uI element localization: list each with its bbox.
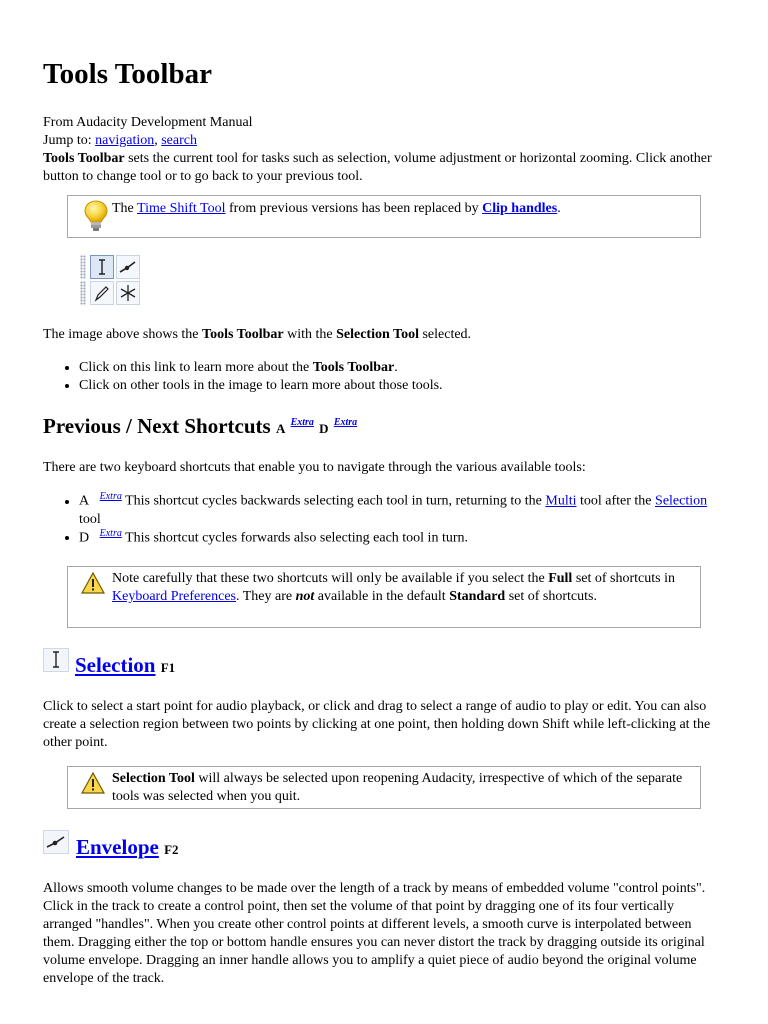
shortcut-key-d: D [319,421,329,436]
list-item: • D $^{Extra}$ This shortcut cycles forwards also selecting each tool in turn. [79,529,723,548]
shortcut-key-a: A [275,421,286,436]
search-link[interactable]: search [161,133,197,148]
multi-tool-icon [117,282,139,304]
selection-link[interactable]: Selection [655,493,708,509]
caption-bold-selection: Selection Tool [336,327,419,342]
warning-icon [81,772,105,800]
extra-link[interactable]: Extra [99,527,122,539]
keyboard-preferences-link[interactable]: Keyboard Preferences [112,589,236,604]
selection-heading [75,652,175,681]
envelope-tool-icon [44,831,68,853]
selection-heading-link[interactable]: Selection [75,653,156,677]
warning-icon [81,572,105,600]
envelope-body: Allows smooth volume changes to be made over the length of a track by means of embedded volume "control points". Click in the track to create a control point, then set the volume of that point by dragging one of its four vertically arranged "handles". When you create other control points at different levels, a smooth curve is interpolated between them. Dragging either the top or bottom handle ensures you can never distort the track by dragging outside its original volume envelope. Dragging an inner handle allows you to amplify a quiet piece of audio beyond the original volume envelope of the track. [43,881,706,986]
toolbar-grip [80,281,86,305]
page-title: Tools Toolbar [43,58,212,90]
tip-mid: from previous versions has been replaced by [229,201,479,216]
draw-tool-icon [91,282,113,304]
shortcuts-heading-text: Previous / Next Shortcuts [43,414,271,438]
tip-text [112,200,692,218]
selection-body: Click to select a start point for audio playback, or click and drag to select a range of audio to play or edit. You can also create a selection region between two points by clicking at one point, then holding down Shift while left-clicking at the other point. [43,699,711,750]
toolbar-grip [80,255,86,279]
jump-prefix: Jump to: [43,133,92,148]
intro-text: sets the current tool for tasks such as selection, volume adjustment or horizontal zooming. Click another button to change tool or to go back to your previous tool. [43,151,712,184]
list-item[interactable]: • Click on other tools in the image to learn more about those tools. [79,377,723,395]
selection-warning-text: Selection Tool will always be selected upon reopening Audacity, irrespective of which of the separate tools was selected when you quit. [112,771,683,804]
selection-tool-button[interactable] [90,255,114,279]
intro-bold: Tools Toolbar [43,151,125,166]
tools-toolbar-image [80,253,144,307]
caption-post: selected. [422,327,472,342]
extra-link[interactable]: Extra [99,491,122,502]
shortcut-key: A [79,493,90,509]
toolbar-caption [43,326,723,344]
tip-box [67,195,701,238]
jump-separator: , [154,133,158,148]
envelope-heading-link[interactable]: Envelope [76,835,159,859]
page-intro [43,114,723,186]
tip-post: . [557,201,561,216]
jump-line [43,132,723,150]
envelope-fkey: F2 [164,842,179,857]
envelope-tool-icon [117,256,139,278]
from-line: From Audacity Development Manual [43,115,253,130]
clip-handles-link[interactable]: Clip handles [482,201,558,216]
selection-section-icon[interactable] [43,648,69,672]
envelope-tool-button[interactable] [116,255,140,279]
shortcut-list [43,492,723,547]
draw-tool-button[interactable] [90,281,114,305]
intro-paragraph [43,150,723,186]
tip-pre: The [112,201,134,216]
envelope-section-icon[interactable] [43,830,69,854]
list-item: • A $^{Extra}$ This shortcut cycles backwards selecting each tool in turn, returning to the Multi tool after the Selection tool [79,492,723,529]
shortcuts-intro: There are two keyboard shortcuts that enable you to navigate through the various available tools: [43,460,586,475]
caption-bold-toolbar: Tools Toolbar [202,327,284,342]
lightbulb-icon [83,199,109,239]
caption-pre: The image above shows the [43,327,199,342]
selection-tool-icon [44,649,68,671]
multi-tool-button[interactable] [116,281,140,305]
envelope-heading [76,834,179,863]
shortcuts-warning-text: Note carefully that these two shortcuts will only be available if you select the Full set of shortcuts in Keyboard Preferences. They are not available in the default Standard set of shortcuts. [112,571,675,604]
selection-tool-icon [91,256,113,278]
shortcuts-heading [43,413,357,442]
list-item[interactable]: • Click on this link to learn more about the Tools Toolbar. [79,359,723,377]
shortcuts-warning-box [67,566,701,628]
extra-link[interactable]: Extra [290,417,314,428]
extra-link[interactable]: Extra [333,417,358,428]
multi-link[interactable]: Multi [545,493,577,509]
tool-bullets [43,359,723,395]
navigation-link[interactable]: navigation [95,133,155,148]
shortcut-key: D [79,530,90,546]
selection-warning-box [67,766,701,809]
caption-mid: with the [287,327,333,342]
time-shift-tool-link[interactable]: Time Shift Tool [137,201,226,216]
selection-fkey: F1 [160,660,176,675]
